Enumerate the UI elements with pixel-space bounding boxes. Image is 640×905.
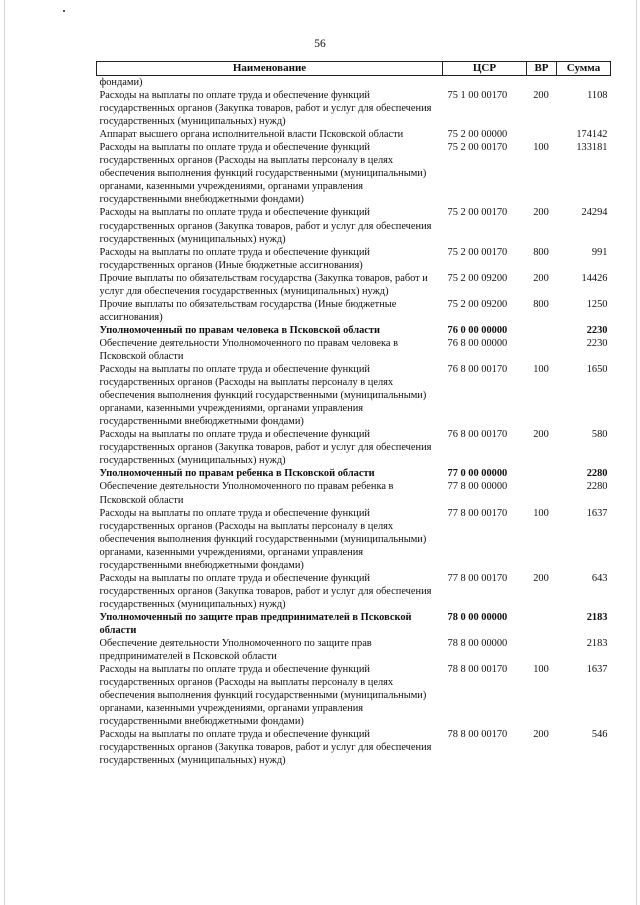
row-vr-cell (527, 128, 557, 141)
row-name-cell: Расходы на выплаты по оплате труда и обеспечение функций государственных органов (Закупка товаров, работ и услуг для обеспечения государственных (муниципальных) нужд) (99, 429, 432, 467)
table-row (97, 76, 611, 90)
row-sum-cell: 643 (591, 572, 608, 584)
header-csr: ЦСР (443, 62, 527, 76)
row-sum-cell: 133181 (576, 142, 608, 154)
table-row (97, 480, 611, 506)
row-sum-cell: 1650 (586, 364, 608, 376)
table-row (97, 572, 611, 611)
table-row (97, 141, 611, 206)
row-name-cell: Обеспечение деятельности Уполномоченного по правам ребенка в Псковской области (99, 481, 394, 506)
row-name-cell: Аппарат высшего органа исполнительной власти Псковской области (99, 129, 404, 141)
table-row (97, 206, 611, 245)
table-row (97, 89, 611, 128)
row-sum-cell: 580 (591, 429, 608, 441)
row-csr-cell: 77 8 00 00000 (447, 481, 508, 493)
row-sum-cell: 2230 (586, 337, 608, 349)
row-csr-cell: 75 2 00 00170 (447, 246, 508, 258)
row-csr-cell: 75 2 00 00170 (447, 207, 508, 219)
row-vr-cell: 200 (533, 90, 549, 102)
header-name: Наименование (97, 62, 443, 76)
row-csr-cell: 78 8 00 00170 (447, 664, 508, 676)
table-row (97, 128, 611, 141)
row-name-cell: Расходы на выплаты по оплате труда и обеспечение функций государственных органов (Закупка товаров, работ и услуг для обеспечения государственных (муниципальных) нужд) (99, 729, 432, 767)
row-sum-cell: 1250 (586, 298, 608, 310)
row-csr-cell: 75 1 00 00170 (447, 90, 508, 102)
row-name-cell: Уполномоченный по защите прав предпринимателей в Псковской области (99, 611, 412, 636)
table-row (97, 298, 611, 324)
row-sum-cell: 14426 (581, 272, 608, 284)
header-sum: Сумма (557, 62, 611, 76)
row-name-cell: Расходы на выплаты по оплате труда и обеспечение функций государственных органов (Расходы на выплаты персоналу в целях обеспечения выполнения функций государственными (муниципальными) органами, казенными учреждениями, органами управления государственными внебюджетными фондами) (99, 142, 427, 206)
row-name-cell: Расходы на выплаты по оплате труда и обеспечение функций государственных органов (Расходы на выплаты персоналу в целях обеспечения выполнения функций государственными (муниципальными) органами, казенными учреждениями, органами управления государственными внебюджетными фондами) (99, 364, 427, 428)
row-name-cell: фондами) (99, 77, 143, 88)
row-name-cell: Уполномоченный по правам ребенка в Псковской области (99, 468, 375, 480)
table-row (97, 467, 611, 480)
row-csr-cell: 78 8 00 00000 (447, 638, 508, 650)
row-sum-cell: 2280 (586, 481, 608, 493)
row-name-cell: Расходы на выплаты по оплате труда и обеспечение функций государственных органов (Закупка товаров, работ и услуг для обеспечения государственных (муниципальных) нужд) (99, 572, 432, 610)
table-row (97, 728, 611, 767)
row-sum-cell: 1108 (587, 90, 608, 102)
row-name-cell: Прочие выплаты по обязательствам государства (Закупка товаров, работ и услуг для обеспечения государственных (муниципальных) нужд) (99, 272, 428, 297)
row-vr-cell (527, 637, 557, 663)
row-sum-cell: 174142 (576, 129, 608, 141)
table-row (97, 428, 611, 467)
row-vr-cell (527, 611, 557, 637)
table-row (97, 363, 611, 428)
row-sum-cell: 2183 (586, 611, 608, 623)
row-csr-cell: 77 8 00 00170 (447, 507, 508, 519)
row-sum-cell: 24294 (581, 207, 608, 219)
row-sum-cell: 2280 (586, 468, 608, 480)
row-csr-cell: 76 8 00 00170 (447, 429, 508, 441)
row-name-cell: Расходы на выплаты по оплате труда и обеспечение функций государственных органов (Расходы на выплаты персоналу в целях обеспечения выполнения функций государственными (муниципальными) органами, казенными учреждениями, органами управления государственными внебюджетными фондами) (99, 664, 427, 728)
header-vr: ВР (527, 62, 557, 76)
row-sum-cell: 991 (591, 246, 608, 258)
row-name-cell: Расходы на выплаты по оплате труда и обеспечение функций государственных органов (Закупка товаров, работ и услуг для обеспечения государственных (муниципальных) нужд) (99, 90, 432, 128)
row-name-cell: Прочие выплаты по обязательствам государства (Иные бюджетные ассигнования) (99, 298, 397, 323)
row-sum-cell: 2183 (586, 638, 608, 650)
row-sum-cell (557, 76, 611, 90)
row-name-cell: Уполномоченный по правам человека в Псковской области (99, 324, 380, 336)
row-csr-cell: 76 8 00 00170 (447, 364, 508, 376)
table-row (97, 637, 611, 663)
row-name-cell: Расходы на выплаты по оплате труда и обеспечение функций государственных органов (Иные бюджетные ассигнования) (99, 246, 370, 271)
table-body (97, 76, 611, 768)
row-vr-cell: 200 (533, 729, 549, 741)
scan-speck (63, 10, 65, 12)
row-vr-cell: 100 (533, 664, 549, 676)
table-row (97, 611, 611, 637)
row-sum-cell: 2230 (586, 324, 608, 336)
row-vr-cell: 200 (533, 429, 549, 441)
row-csr-cell: 78 0 00 00000 (447, 611, 508, 623)
row-name-cell: Расходы на выплаты по оплате труда и обеспечение функций государственных органов (Закупка товаров, работ и услуг для обеспечения государственных (муниципальных) нужд) (99, 207, 432, 245)
row-vr-cell: 100 (533, 507, 549, 519)
row-csr-cell: 77 0 00 00000 (447, 468, 508, 480)
row-csr-cell: 77 8 00 00170 (447, 572, 508, 584)
row-csr-cell: 76 8 00 00000 (447, 337, 508, 349)
page-number: 56 (314, 38, 326, 50)
row-vr-cell (527, 337, 557, 363)
table-row (97, 507, 611, 572)
row-vr-cell: 100 (533, 364, 549, 376)
row-vr-cell: 800 (533, 246, 549, 258)
row-vr-cell: 800 (533, 298, 549, 310)
table-row (97, 246, 611, 272)
row-sum-cell: 546 (591, 729, 608, 741)
left-scan-edge (4, 0, 5, 905)
row-csr-cell: 78 8 00 00170 (447, 729, 508, 741)
table-row (97, 324, 611, 337)
row-name-cell: Расходы на выплаты по оплате труда и обеспечение функций государственных органов (Расходы на выплаты персоналу в целях обеспечения выполнения функций государственными (муниципальными) органами, казенными учреждениями, органами управления государственными внебюджетными фондами) (99, 507, 427, 571)
right-scan-edge (636, 0, 637, 905)
table-row (97, 663, 611, 728)
row-csr-cell: 75 2 00 00000 (447, 129, 508, 141)
row-vr-cell: 100 (533, 142, 549, 154)
row-name-cell: Обеспечение деятельности Уполномоченного по правам человека в Псковской области (99, 337, 399, 362)
row-csr-cell (443, 76, 527, 90)
table-row (97, 337, 611, 363)
row-name-cell: Обеспечение деятельности Уполномоченного по защите прав предпринимателей в Псковской области (99, 638, 372, 663)
row-csr-cell: 76 0 00 00000 (447, 324, 508, 336)
row-vr-cell: 200 (533, 207, 549, 219)
row-vr-cell (527, 467, 557, 480)
row-csr-cell: 75 2 00 09200 (447, 272, 508, 284)
row-vr-cell (527, 76, 557, 90)
table-row (97, 272, 611, 298)
budget-table (96, 61, 611, 767)
row-csr-cell: 75 2 00 09200 (447, 298, 508, 310)
row-vr-cell (527, 324, 557, 337)
row-sum-cell: 1637 (586, 507, 608, 519)
row-vr-cell: 200 (533, 272, 549, 284)
row-vr-cell (527, 480, 557, 506)
row-sum-cell: 1637 (586, 664, 608, 676)
table-header-row (97, 62, 611, 76)
row-vr-cell: 200 (533, 572, 549, 584)
row-csr-cell: 75 2 00 00170 (447, 142, 508, 154)
